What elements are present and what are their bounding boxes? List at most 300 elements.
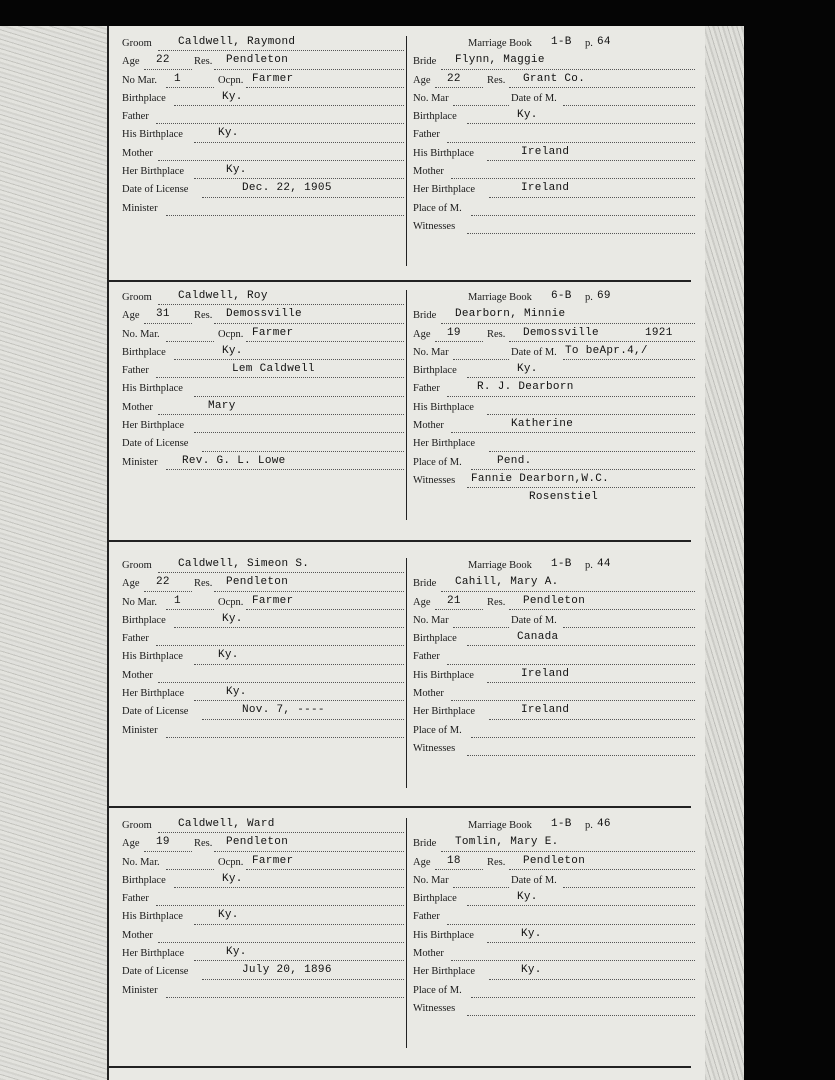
scan-border-right — [744, 0, 835, 1080]
field-label: Mother — [413, 688, 444, 700]
field-label: His Birthplace — [122, 383, 183, 395]
dotted-line — [214, 591, 404, 592]
typed-value: Ky. — [222, 612, 243, 625]
dotted-line — [467, 123, 695, 124]
typed-value: Pend. — [497, 454, 532, 467]
typed-value: Ireland — [521, 145, 570, 158]
field-label: Age — [413, 596, 431, 608]
typed-value: Farmer — [252, 854, 294, 867]
dotted-line — [563, 887, 695, 888]
dotted-line — [158, 304, 404, 305]
groom-field-row — [122, 182, 402, 200]
typed-value: Ireland — [521, 704, 570, 717]
typed-value: Pendleton — [226, 576, 289, 589]
groom-field-row — [122, 909, 402, 927]
groom-field-row — [122, 91, 402, 109]
no-mar-ocpn-row — [122, 855, 402, 873]
typed-value: Pendleton — [226, 54, 289, 67]
dotted-line — [467, 377, 695, 378]
typed-value: Ky. — [521, 964, 542, 977]
age-res-row — [122, 54, 402, 72]
typed-value: Lem Caldwell — [232, 363, 315, 376]
bride-field-row — [413, 891, 693, 909]
field-label: Mother — [122, 669, 153, 681]
typed-value: Nov. 7, ---- — [242, 704, 325, 717]
typed-value: Ky. — [521, 927, 542, 940]
record-divider — [108, 1066, 691, 1068]
field-label: Date of M. — [511, 346, 557, 358]
record-column-separator — [406, 290, 407, 520]
field-label: p. — [585, 292, 593, 303]
typed-value: 31 — [156, 308, 170, 321]
no-mar-ocpn-row — [122, 595, 402, 613]
bride-column — [413, 818, 693, 1019]
groom-field-row — [122, 146, 402, 164]
bride-field-row — [413, 219, 693, 237]
dotted-line — [467, 233, 695, 234]
groom-column — [122, 290, 402, 473]
field-label: Mother — [413, 948, 444, 960]
dotted-line — [441, 323, 695, 324]
dotted-line — [467, 755, 695, 756]
typed-value: 46 — [597, 818, 611, 830]
field-label: Ocpn. — [218, 74, 244, 86]
typed-value: Ireland — [521, 182, 570, 195]
dotted-line — [447, 664, 695, 665]
typed-value: Mary — [208, 399, 236, 412]
groom-row — [122, 558, 402, 576]
groom-row — [122, 36, 402, 54]
dotted-line — [144, 323, 192, 324]
dotted-line — [435, 609, 483, 610]
record-divider — [108, 540, 691, 542]
groom-field-row — [122, 983, 402, 1001]
field-label: Minister — [122, 724, 158, 736]
field-label: Her Birthplace — [122, 166, 185, 178]
field-label: Her Birthplace — [122, 420, 185, 432]
typed-value: Farmer — [252, 594, 294, 607]
bride-field-row — [413, 631, 693, 649]
bride-field-row — [413, 400, 693, 418]
field-label: Minister — [122, 456, 158, 468]
typed-value: 19 — [156, 836, 170, 849]
age-res-row — [413, 73, 693, 91]
field-label: Groom — [122, 820, 152, 831]
dotted-line — [563, 105, 695, 106]
groom-field-row — [122, 686, 402, 704]
groom-field-row — [122, 363, 402, 381]
bride-field-row — [413, 381, 693, 399]
record-column-separator — [406, 36, 407, 266]
dotted-line — [435, 341, 483, 342]
record-column-separator — [406, 558, 407, 788]
bride-field-row — [413, 201, 693, 219]
typed-value: Katherine — [511, 418, 574, 431]
typed-value: 22 — [156, 54, 170, 67]
field-label: Bride — [413, 310, 437, 322]
field-label: Birthplace — [122, 346, 166, 358]
field-label: Witnesses — [413, 1002, 456, 1014]
groom-field-row — [122, 381, 402, 399]
groom-field-row — [122, 946, 402, 964]
field-label: Groom — [122, 38, 152, 49]
dotted-line — [144, 851, 192, 852]
no-mar-date-row — [413, 345, 693, 363]
typed-value: 21 — [447, 594, 461, 607]
dotted-line — [158, 682, 404, 683]
typed-value: Ky. — [226, 946, 247, 959]
marriage-record — [108, 818, 705, 1058]
field-label: Date of License — [122, 184, 189, 196]
marriage-record — [108, 558, 705, 798]
dotted-line — [194, 700, 404, 701]
typed-value: Ky. — [226, 164, 247, 177]
age-res-row — [122, 836, 402, 854]
field-label: Res. — [194, 838, 213, 850]
groom-field-row — [122, 201, 402, 219]
dotted-line — [447, 396, 695, 397]
groom-field-row — [122, 127, 402, 145]
groom-field-row — [122, 873, 402, 891]
typed-value: Ky. — [517, 363, 538, 376]
field-label: Age — [122, 56, 140, 68]
field-label: Ocpn. — [218, 596, 244, 608]
typed-value: Pendleton — [226, 836, 289, 849]
dotted-line — [441, 591, 695, 592]
bride-field-row — [413, 418, 693, 436]
field-label: Father — [413, 911, 440, 923]
dotted-line — [471, 215, 695, 216]
dotted-line — [194, 178, 404, 179]
dotted-line — [471, 469, 695, 470]
bride-field-row — [413, 455, 693, 473]
age-res-row — [413, 855, 693, 873]
typed-value: Fannie Dearborn,W.C. — [471, 472, 610, 485]
field-label: Age — [122, 838, 140, 850]
dotted-line — [451, 960, 695, 961]
field-label: Mother — [413, 166, 444, 178]
typed-value: 69 — [597, 290, 611, 302]
bride-column — [413, 558, 693, 759]
marriage-record — [108, 36, 705, 276]
dotted-line — [509, 87, 695, 88]
dotted-line — [489, 197, 695, 198]
typed-value: Dec. 22, 1905 — [242, 182, 332, 195]
bride-field-row — [413, 983, 693, 1001]
bride-column — [413, 36, 693, 237]
field-label: Mother — [122, 401, 153, 413]
dotted-line — [447, 924, 695, 925]
groom-field-row — [122, 891, 402, 909]
field-label: p. — [585, 820, 593, 831]
field-label: Her Birthplace — [413, 184, 476, 196]
dotted-line — [166, 341, 214, 342]
bride-field-row — [413, 109, 693, 127]
bride-field-row — [413, 686, 693, 704]
typed-value: Cahill, Mary A. — [455, 576, 559, 589]
dotted-line — [174, 359, 404, 360]
field-label: Res. — [487, 596, 506, 608]
bride-field-row — [413, 146, 693, 164]
dotted-line — [166, 609, 214, 610]
dotted-line — [489, 979, 695, 980]
typed-value: Ireland — [521, 667, 570, 680]
field-label: Age — [413, 328, 431, 340]
bride-row — [413, 308, 693, 326]
groom-field-row — [122, 418, 402, 436]
dotted-line — [174, 627, 404, 628]
bride-field-row — [413, 164, 693, 182]
dotted-line — [471, 997, 695, 998]
groom-field-row — [122, 723, 402, 741]
typed-value: Canada — [517, 631, 559, 644]
dotted-line — [166, 997, 404, 998]
typed-value: July 20, 1896 — [242, 964, 332, 977]
bride-row — [413, 836, 693, 854]
field-label: No. Mar. — [122, 856, 160, 868]
bride-row — [413, 54, 693, 72]
field-label: Her Birthplace — [413, 438, 476, 450]
typed-value: Ky. — [517, 891, 538, 904]
groom-field-row — [122, 455, 402, 473]
typed-value: Ky. — [226, 686, 247, 699]
field-label: His Birthplace — [413, 929, 474, 941]
field-label: Birthplace — [413, 893, 457, 905]
dotted-line — [166, 869, 214, 870]
dotted-line — [166, 469, 404, 470]
field-label: Marriage Book — [468, 38, 532, 49]
field-label: Mother — [413, 420, 444, 432]
marriage-book-row — [413, 558, 693, 576]
groom-field-row — [122, 345, 402, 363]
dotted-line — [156, 645, 404, 646]
marriage-record — [108, 290, 705, 530]
typed-value: 1-B — [551, 36, 572, 48]
witnesses-cont-row — [413, 491, 693, 509]
scan-noise-left — [0, 26, 108, 1080]
field-label: Her Birthplace — [122, 948, 185, 960]
bride-field-row — [413, 649, 693, 667]
scan-border-top — [0, 0, 835, 26]
field-label: Father — [413, 383, 440, 395]
dotted-line — [489, 719, 695, 720]
typed-value: 1-B — [551, 818, 572, 830]
field-label: His Birthplace — [122, 129, 183, 141]
typed-value: Pendleton — [523, 594, 586, 607]
dotted-line — [158, 572, 404, 573]
typed-value: Ky. — [222, 90, 243, 103]
field-label: Marriage Book — [468, 560, 532, 571]
field-label: His Birthplace — [413, 147, 474, 159]
groom-field-row — [122, 649, 402, 667]
field-label: Place of M. — [413, 202, 462, 214]
age-res-row — [413, 327, 693, 345]
dotted-line — [435, 87, 483, 88]
bride-field-row — [413, 182, 693, 200]
dotted-line — [158, 160, 404, 161]
dotted-line — [467, 905, 695, 906]
age-res-row — [122, 576, 402, 594]
dotted-line — [487, 414, 695, 415]
field-label: Father — [413, 651, 440, 663]
field-label: No. Mar. — [122, 328, 160, 340]
field-label: Birthplace — [122, 92, 166, 104]
typed-value: Caldwell, Ward — [178, 818, 275, 830]
dotted-line — [194, 432, 404, 433]
dotted-line — [441, 69, 695, 70]
bride-field-row — [413, 436, 693, 454]
typed-value: Ky. — [218, 127, 239, 140]
groom-field-row — [122, 704, 402, 722]
field-label: Father — [413, 129, 440, 141]
dotted-line — [487, 160, 695, 161]
dotted-line — [194, 664, 404, 665]
groom-column — [122, 818, 402, 1001]
typed-value: R. J. Dearborn — [477, 381, 574, 394]
dotted-line — [467, 1015, 695, 1016]
dotted-line — [467, 645, 695, 646]
dotted-line — [471, 737, 695, 738]
field-label: Mother — [122, 147, 153, 159]
bride-column — [413, 290, 693, 510]
field-label: Date of M. — [511, 92, 557, 104]
field-label: Witnesses — [413, 220, 456, 232]
dotted-line — [214, 323, 404, 324]
field-label: Her Birthplace — [413, 706, 476, 718]
field-label: Bride — [413, 56, 437, 68]
dotted-line — [174, 105, 404, 106]
bride-field-row — [413, 964, 693, 982]
field-label: Date of License — [122, 438, 189, 450]
dotted-line — [246, 87, 404, 88]
age-res-row — [413, 595, 693, 613]
field-label: Ocpn. — [218, 856, 244, 868]
dotted-line — [451, 432, 695, 433]
groom-row — [122, 818, 402, 836]
field-label: Res. — [487, 74, 506, 86]
groom-column — [122, 36, 402, 219]
field-label: Father — [122, 365, 149, 377]
field-label: Place of M. — [413, 984, 462, 996]
field-label: Bride — [413, 838, 437, 850]
typed-value: Demossville — [523, 326, 599, 339]
age-res-row — [122, 308, 402, 326]
typed-value: Farmer — [252, 326, 294, 339]
field-label: Birthplace — [413, 633, 457, 645]
typed-value: 19 — [447, 326, 461, 339]
dotted-line — [453, 887, 509, 888]
groom-field-row — [122, 631, 402, 649]
typed-value: Ky. — [218, 649, 239, 662]
typed-value: 1921 — [645, 326, 673, 339]
field-label: Date of M. — [511, 874, 557, 886]
dotted-line — [509, 341, 695, 342]
typed-value: Rosenstiel — [529, 491, 599, 504]
dotted-line — [487, 942, 695, 943]
field-label: His Birthplace — [122, 911, 183, 923]
dotted-line — [453, 105, 509, 106]
typed-value: 64 — [597, 36, 611, 48]
record-divider — [108, 806, 691, 808]
field-label: Witnesses — [413, 474, 456, 486]
typed-value: Dearborn, Minnie — [455, 308, 566, 321]
marriage-book-row — [413, 290, 693, 308]
field-label: Birthplace — [413, 365, 457, 377]
typed-value: Ky. — [222, 344, 243, 357]
field-label: Mother — [122, 929, 153, 941]
dotted-line — [174, 887, 404, 888]
field-label: Minister — [122, 984, 158, 996]
typed-value: 22 — [156, 576, 170, 589]
field-label: Groom — [122, 292, 152, 303]
typed-value: Farmer — [252, 72, 294, 85]
no-mar-date-row — [413, 613, 693, 631]
groom-field-row — [122, 928, 402, 946]
field-label: Place of M. — [413, 456, 462, 468]
dotted-line — [202, 979, 404, 980]
typed-value: 18 — [447, 854, 461, 867]
typed-value: Ky. — [517, 109, 538, 122]
field-label: Date of M. — [511, 614, 557, 626]
typed-value: Grant Co. — [523, 72, 586, 85]
field-label: Minister — [122, 202, 158, 214]
field-label: Res. — [194, 310, 213, 322]
dotted-line — [563, 359, 695, 360]
dotted-line — [166, 215, 404, 216]
field-label: Birthplace — [122, 874, 166, 886]
field-label: Res. — [487, 328, 506, 340]
field-label: His Birthplace — [413, 401, 474, 413]
no-mar-ocpn-row — [122, 73, 402, 91]
dotted-line — [453, 627, 509, 628]
dotted-line — [441, 851, 695, 852]
bride-field-row — [413, 909, 693, 927]
field-label: Father — [122, 111, 149, 123]
typed-value: 1 — [174, 594, 181, 607]
dotted-line — [246, 869, 404, 870]
field-label: Birthplace — [413, 111, 457, 123]
dotted-line — [194, 924, 404, 925]
typed-value: Demossville — [226, 308, 302, 321]
dotted-line — [487, 682, 695, 683]
dotted-line — [202, 719, 404, 720]
dotted-line — [158, 50, 404, 51]
typed-value: Rev. G. L. Lowe — [182, 454, 286, 467]
typed-value: Caldwell, Raymond — [178, 36, 296, 48]
typed-value: Caldwell, Simeon S. — [178, 558, 310, 570]
field-label: No. Mar — [413, 92, 449, 104]
dotted-line — [214, 69, 404, 70]
field-label: Age — [122, 310, 140, 322]
field-label: p. — [585, 560, 593, 571]
no-mar-date-row — [413, 91, 693, 109]
field-label: Date of License — [122, 706, 189, 718]
bride-field-row — [413, 741, 693, 759]
dotted-line — [144, 69, 192, 70]
dotted-line — [158, 942, 404, 943]
bride-field-row — [413, 928, 693, 946]
field-label: p. — [585, 38, 593, 49]
typed-value: Tomlin, Mary E. — [455, 836, 559, 849]
dotted-line — [509, 869, 695, 870]
dotted-line — [451, 178, 695, 179]
no-mar-date-row — [413, 873, 693, 891]
bride-field-row — [413, 668, 693, 686]
field-label: Witnesses — [413, 742, 456, 754]
dotted-line — [158, 414, 404, 415]
groom-field-row — [122, 164, 402, 182]
typed-value: 1-B — [551, 558, 572, 570]
